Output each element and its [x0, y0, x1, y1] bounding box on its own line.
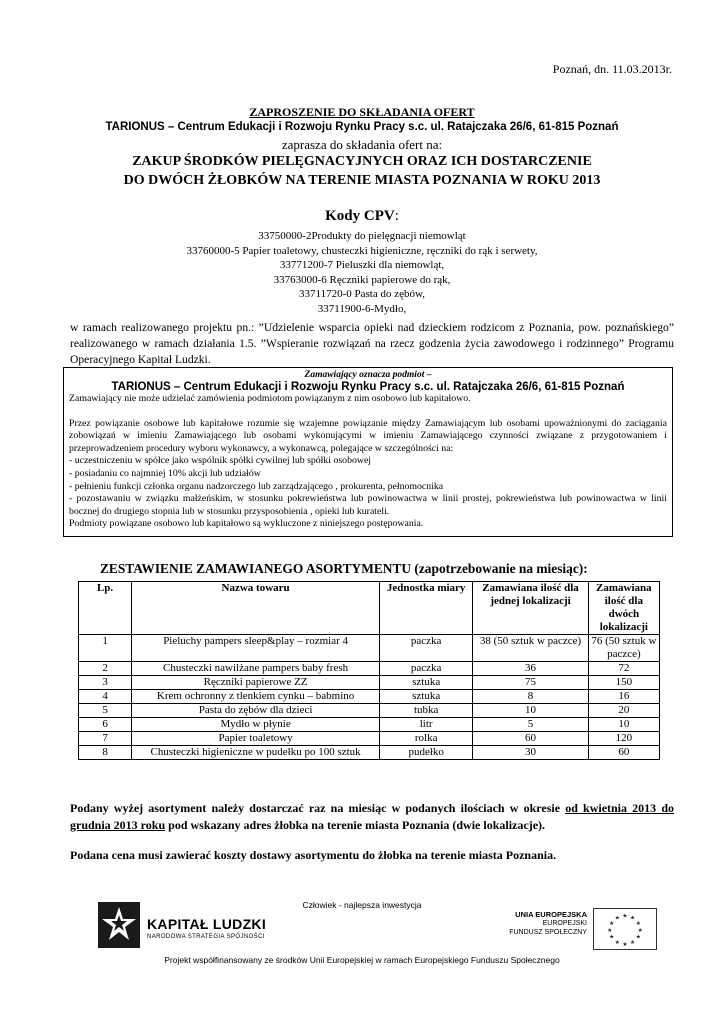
svg-text:★: ★	[637, 927, 643, 934]
table-row	[79, 732, 660, 746]
cpv-code: 33750000-2Produkty do pielęgnacji niemowląt	[258, 230, 466, 242]
svg-text:★: ★	[607, 927, 613, 934]
cell-lp: 3	[79, 676, 132, 690]
table-row	[79, 662, 660, 676]
subject-line-1: ZAKUP ŚRODKÓW PIELĘGNACYJNYCH ORAZ ICH DOSTARCZENIE	[132, 154, 592, 169]
header-qty-two: Zamawiana ilość dla dwóch lokalizacji	[588, 582, 659, 635]
cell-name: Ręczniki papierowe ZZ	[132, 676, 380, 690]
document-title: ZAPROSZENIE DO SKŁADANIA OFERT	[249, 105, 475, 119]
table-title	[100, 561, 588, 577]
kapital-ludzki-logo	[98, 902, 288, 948]
box-paragraph: Przez powiązanie osobowe lub kapitałowe rozumie się wzajemne powiązanie między Zamawiającym lub osobami upoważnionymi do zaciągania zobowiązań w imieniu Zamawiającego lub osobami wykonującymi w imieniu Zamawiającego czynności związane z przygotowaniem i przeprowadzeniem procedury wyboru wykonawcy, a wykonawcą, polegające w szczególności na:	[69, 417, 667, 454]
cell-qty-one: 36	[473, 662, 588, 676]
svg-text:★: ★	[609, 921, 615, 928]
project-description: w ramach realizowanego projektu pn.: ”Udzielenie wsparcia opieki nad dzieckiem rodzicom z Poznania, pow. poznańskiego” realizowanego w ramach działania 1.5. ”Wspieranie rozwiązań na rzecz godzenia życia zawodowego i rodzinnego” Programu Operacyjnego Kapitał Ludzki.	[70, 321, 674, 366]
eu-logo-text	[509, 910, 587, 937]
cell-lp: 2	[79, 662, 132, 676]
cell-qty-one: 8	[473, 690, 588, 704]
kapital-ludzki-subtitle: NARODOWA STRATEGIA SPÓJNOŚCI	[147, 934, 265, 940]
kapital-ludzki-name: KAPITAŁ LUDZKI	[147, 916, 267, 932]
assortment-table	[78, 581, 660, 760]
eu-line-3: FUNDUSZ SPOŁECZNY	[509, 929, 587, 936]
cell-lp: 8	[79, 746, 132, 760]
svg-text:★: ★	[635, 934, 641, 941]
delivery-period: od kwietnia 2013 do grudnia 2013 roku	[70, 801, 675, 832]
table-row	[79, 746, 660, 760]
cell-lp: 6	[79, 718, 132, 732]
box-list-item: - pozostawaniu w związku małżeńskim, w stosunku pokrewieństwa lub powinowactwa w linii prostej, pokrewieństwa lub powinowactwa w linii bocznej do drugiego stopnia lub w stosunku przysposobienia , opieki lub kurateli.	[69, 493, 667, 517]
cpv-colon: :	[394, 208, 399, 224]
cell-qty-one: 10	[473, 704, 588, 718]
box-closing: Podmioty powiązane osobowo lub kapitałowo są wykluczone z niniejszego postępowania.	[69, 518, 424, 530]
invite-text: zaprasza do składania ofert na:	[281, 137, 443, 152]
cpv-code: 33711720-0 Pasta do zębów,	[299, 288, 425, 301]
delivery-note-text: Podany wyżej asortyment należy dostarczać raz na miesiąc w podanych ilościach w okresie	[70, 801, 566, 815]
eu-line-2: EUROPEJSKI	[542, 920, 587, 927]
table-title-suffix: (zapotrzebowanie na miesiąc):	[414, 561, 588, 576]
cell-unit: paczka	[380, 662, 473, 676]
header-lp: Lp.	[79, 582, 132, 635]
box-list-item: - pełnieniu funkcji członka organu nadzorczego lub zarządzającego , prokurenta, pełnomocnika	[69, 480, 444, 492]
footer-slogan: Człowiek - najlepsza inwestycja	[302, 900, 422, 910]
cell-qty-two: 76 (50 sztuk w paczce)	[588, 635, 659, 662]
cell-qty-two: 72	[588, 662, 659, 676]
cell-qty-two: 16	[588, 690, 659, 704]
cpv-code: 33771200-7 Pieluszki dla niemowląt,	[279, 259, 445, 272]
eu-line-1: UNIA EUROPEJSKA	[515, 910, 587, 919]
header-unit: Jednostka miary	[380, 582, 473, 635]
kapital-ludzki-star-icon	[98, 902, 140, 948]
cpv-heading	[0, 208, 724, 225]
cell-qty-two: 120	[588, 732, 659, 746]
eu-flag-icon	[593, 908, 657, 950]
svg-text:★: ★	[614, 940, 620, 947]
cell-name: Chusteczki higieniczne w pudełku po 100 sztuk	[132, 746, 380, 760]
cell-name: Pieluchy pampers sleep&play – rozmiar 4	[132, 635, 380, 662]
cell-name: Pasta do zębów dla dzieci	[132, 704, 380, 718]
cell-lp: 5	[79, 704, 132, 718]
table-row	[79, 676, 660, 690]
cell-unit: sztuka	[380, 676, 473, 690]
svg-text:★: ★	[630, 915, 636, 922]
svg-text:★: ★	[622, 942, 628, 949]
header-name: Nazwa towaru	[132, 582, 380, 635]
cpv-code: 33711900-6-Mydło,	[317, 302, 407, 315]
svg-text:★: ★	[630, 940, 636, 947]
delivery-note-end: pod wskazany adres żłobka na terenie miasta Poznania (dwie lokalizacje).	[165, 818, 546, 832]
cell-qty-two: 20	[588, 704, 659, 718]
cell-name: Krem ochronny z tlenkiem cynku – babmino	[132, 690, 380, 704]
box-line: Zamawiający nie może udzielać zamówienia podmiotom powiązanym z nim osobowo lub kapitałowo.	[69, 393, 471, 404]
cell-qty-one: 75	[473, 676, 588, 690]
svg-text:★: ★	[609, 934, 615, 941]
cell-unit: rolka	[380, 732, 473, 746]
cell-unit: litr	[380, 718, 473, 732]
box-heading: Zamawiający oznacza podmiot –	[304, 370, 432, 380]
cell-lp: 4	[79, 690, 132, 704]
related-entities-box	[63, 367, 673, 537]
cell-lp: 7	[79, 732, 132, 746]
cell-unit: paczka	[380, 635, 473, 662]
cpv-code: 33763000-6 Ręczniki papierowe do rąk,	[273, 273, 451, 286]
box-list-item: - posiadaniu co najmniej 10% akcji lub udziałów	[69, 467, 261, 479]
subject-line-2: DO DWÓCH ŻŁOBKÓW NA TERENIE MIASTA POZNANIA W ROKU 2013	[123, 173, 601, 188]
cell-name: Mydło w płynie	[132, 718, 380, 732]
table-header-row	[79, 582, 660, 635]
cell-name: Papier toaletowy	[132, 732, 380, 746]
svg-text:★: ★	[614, 915, 620, 922]
table-row	[79, 704, 660, 718]
cell-name: Chusteczki nawilżane pampers baby fresh	[132, 662, 380, 676]
footer-funding-note: Projekt współfinansowany ze środków Unii Europejskiej w ramach Europejskiego Funduszu Społecznego	[164, 955, 560, 965]
table-title-main: ZESTAWIENIE ZAMAWIANEGO ASORTYMENTU	[100, 561, 412, 576]
document-date: Poznań, dn. 11.03.2013r.	[552, 62, 672, 76]
subject-heading	[0, 152, 724, 190]
table-row	[79, 635, 660, 662]
organization-name: TARIONUS – Centrum Edukacji i Rozwoju Rynku Pracy s.c. ul. Ratajczaka 26/6, 61-815 Poznań	[105, 121, 619, 133]
cell-qty-one: 38 (50 sztuk w paczce)	[473, 635, 588, 662]
cell-qty-two: 60	[588, 746, 659, 760]
delivery-note	[70, 800, 674, 834]
box-organization: TARIONUS – Centrum Edukacji i Rozwoju Rynku Pracy s.c. ul. Ratajczaka 26/6, 61-815 Poznań	[111, 381, 625, 393]
cell-qty-one: 5	[473, 718, 588, 732]
table-row	[79, 718, 660, 732]
cell-qty-two: 10	[588, 718, 659, 732]
eu-logo	[497, 908, 657, 950]
cpv-code-list	[0, 229, 724, 317]
cell-qty-one: 30	[473, 746, 588, 760]
cell-unit: tubka	[380, 704, 473, 718]
header-qty-one: Zamawiana ilość dla jednej lokalizacji	[473, 582, 588, 635]
cell-lp: 1	[79, 635, 132, 662]
table-row	[79, 690, 660, 704]
box-spacer	[69, 406, 667, 418]
price-note: Podana cena musi zawierać koszty dostawy asortymentu do żłobka na terenie miasta Poznania.	[70, 848, 557, 862]
svg-text:★: ★	[635, 921, 641, 928]
cell-unit: sztuka	[380, 690, 473, 704]
cell-qty-one: 60	[473, 732, 588, 746]
svg-text:★: ★	[622, 913, 628, 920]
cell-unit: pudełko	[380, 746, 473, 760]
cpv-code: 33760000-5 Papier toaletowy, chusteczki higieniczne, ręczniki do rąk i serwety,	[186, 244, 538, 257]
cpv-label: Kody CPV	[325, 208, 395, 224]
box-list-item: - uczestniczeniu w spółce jako wspólnik spółki cywilnej lub spółki osobowej	[69, 455, 372, 467]
cell-qty-two: 150	[588, 676, 659, 690]
